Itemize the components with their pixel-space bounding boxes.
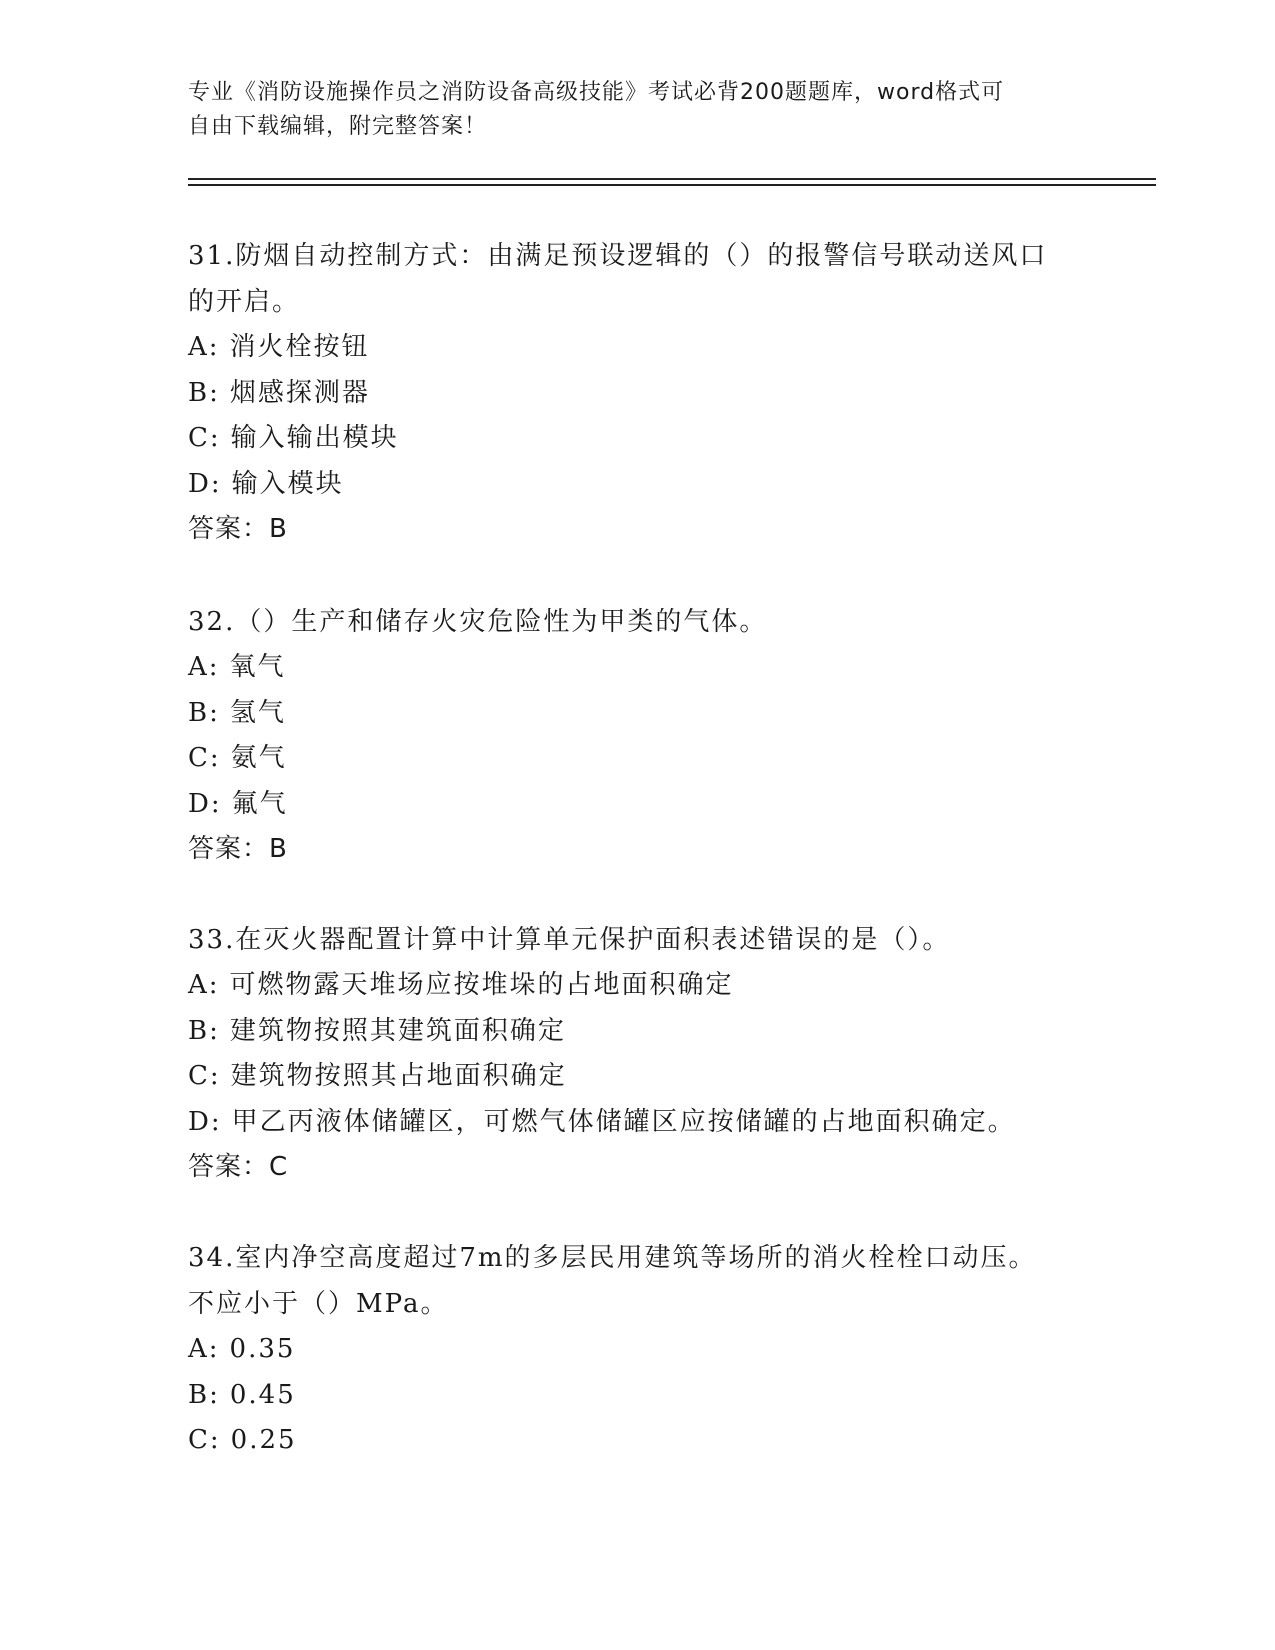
option-a <box>188 325 1088 371</box>
option-b <box>188 1373 1088 1419</box>
question-34 <box>188 1235 1088 1464</box>
option-text: 消火栓按钮 <box>229 332 370 362</box>
option-separator: : <box>209 423 221 453</box>
option-text: 氟气 <box>231 788 288 819</box>
option-key: A <box>188 332 209 362</box>
question-stem-line-2: 的开启。 <box>188 287 301 317</box>
option-c <box>188 416 1088 462</box>
option-separator: : <box>209 1015 220 1046</box>
question-stem <box>188 233 1088 325</box>
option-key: D <box>188 1106 211 1137</box>
option-text: 烟感探测器 <box>229 377 370 408</box>
option-separator: : <box>208 652 220 682</box>
option-separator: : <box>209 697 220 728</box>
option-d <box>188 462 1088 508</box>
option-b <box>188 691 1088 737</box>
option-key: B <box>188 1015 210 1046</box>
option-text: 输入输出模块 <box>230 423 399 453</box>
question-stem-line-1: 31.防烟自动控制方式：由满足预设逻辑的（）的报警信号联动送风口 <box>188 241 1048 271</box>
option-c <box>188 1054 1088 1100</box>
option-c <box>188 1418 1088 1464</box>
option-separator: : <box>209 377 220 408</box>
question-32 <box>188 599 1088 872</box>
option-key: D <box>188 468 211 499</box>
option-text: 可燃物露天堆场应按堆垛的占地面积确定 <box>229 970 734 1000</box>
question-stem-line-1: 34.室内净空高度超过7m的多层民用建筑等场所的消火栓栓口动压。 <box>188 1243 1037 1273</box>
header-divider-bottom <box>188 184 1156 186</box>
option-d <box>188 1100 1088 1146</box>
header-line-2: 自由下载编辑，附完整答案！ <box>188 114 488 139</box>
option-text: 甲乙丙液体储罐区，可燃气体储罐区应按储罐的占地面积确定。 <box>231 1106 1016 1137</box>
option-a <box>188 963 1088 1009</box>
option-key: A <box>188 652 209 682</box>
option-key: C <box>188 1425 210 1455</box>
option-key: B <box>188 697 210 728</box>
option-b <box>188 1009 1088 1055</box>
option-separator: : <box>210 788 222 819</box>
option-key: A <box>188 1334 209 1364</box>
header-divider-top <box>188 178 1156 180</box>
header-line-1: 专业《消防设施操作员之消防设备高级技能》考试必背200题题库，word格式可 <box>188 80 1005 105</box>
question-stem <box>188 599 1088 645</box>
option-text: 氧气 <box>229 652 286 682</box>
option-text: 氢气 <box>229 697 286 728</box>
option-a <box>188 645 1088 691</box>
option-key: B <box>188 1379 210 1410</box>
option-separator: : <box>208 332 220 362</box>
question-stem <box>188 917 1088 963</box>
answer-label: 答案：B <box>188 834 288 864</box>
option-separator: : <box>209 1425 221 1455</box>
question-stem-line-2: 不应小于（）MPa。 <box>188 1289 449 1319</box>
option-key: A <box>188 970 209 1000</box>
option-key: D <box>188 788 211 819</box>
question-stem <box>188 1235 1088 1327</box>
question-stem-line-1: 32.（）生产和储存火灾危险性为甲类的气体。 <box>188 607 768 637</box>
answer-label: 答案：C <box>188 1152 289 1182</box>
question-31 <box>188 233 1088 552</box>
option-separator: : <box>209 743 221 773</box>
option-separator: : <box>210 468 222 499</box>
answer-label: 答案：B <box>188 514 288 544</box>
option-separator: : <box>209 1379 220 1410</box>
option-text: 0.35 <box>229 1334 296 1364</box>
option-key: C <box>188 423 210 453</box>
option-text: 建筑物按照其建筑面积确定 <box>229 1015 566 1046</box>
document-header <box>188 76 1088 144</box>
option-a <box>188 1327 1088 1373</box>
option-key: C <box>188 1061 210 1091</box>
option-text: 输入模块 <box>231 468 344 499</box>
option-text: 建筑物按照其占地面积确定 <box>230 1061 567 1091</box>
option-separator: : <box>208 970 220 1000</box>
option-separator: : <box>209 1061 221 1091</box>
option-separator: : <box>210 1106 222 1137</box>
option-text: 0.45 <box>229 1379 296 1410</box>
option-key: C <box>188 743 210 773</box>
option-d <box>188 782 1088 828</box>
question-33 <box>188 917 1088 1190</box>
option-separator: : <box>208 1334 220 1364</box>
option-text: 0.25 <box>230 1425 297 1455</box>
option-key: B <box>188 377 210 408</box>
option-text: 氨气 <box>230 743 287 773</box>
option-b <box>188 371 1088 417</box>
option-c <box>188 736 1088 782</box>
question-stem-line-1: 33.在灭火器配置计算中计算单元保护面积表述错误的是（）。 <box>188 925 951 955</box>
